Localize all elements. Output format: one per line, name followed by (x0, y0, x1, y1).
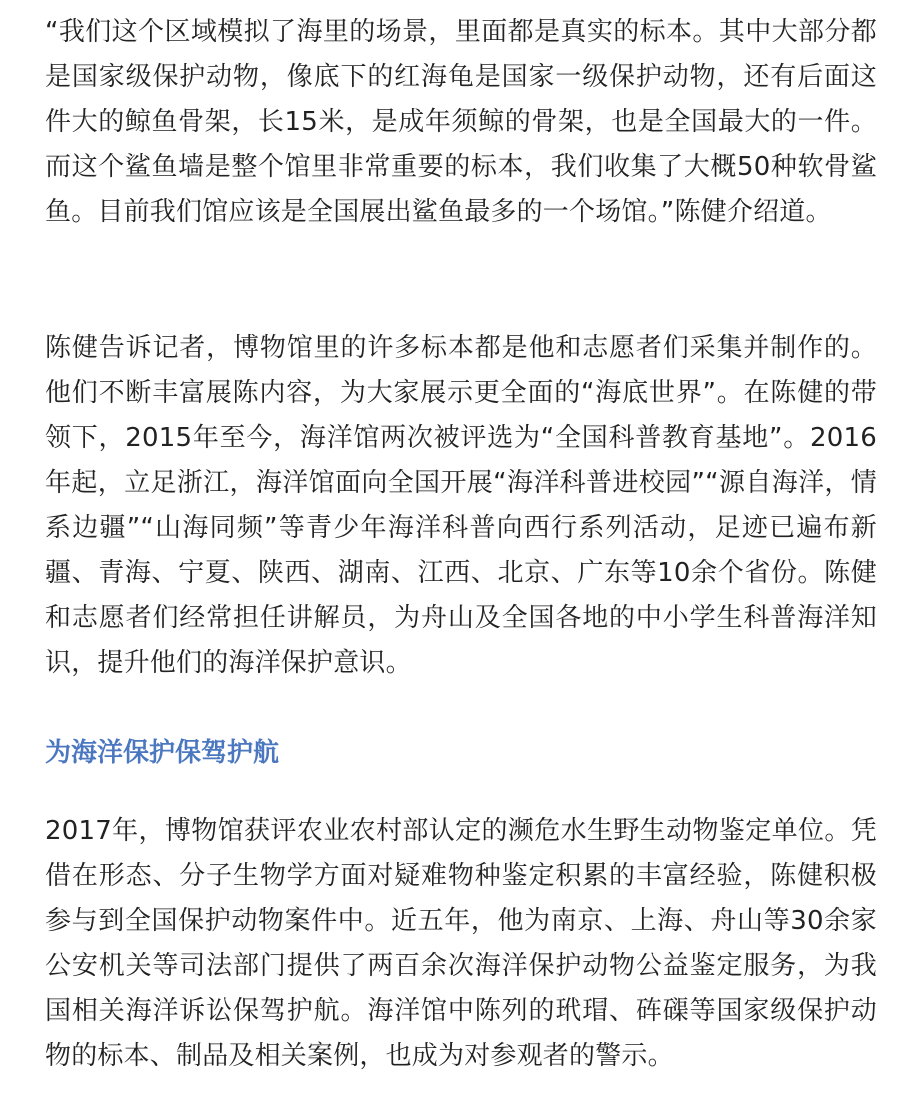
section-heading: 为海洋保护保驾护航 (45, 738, 280, 768)
paragraph-shark-wall-quote: “我们这个区域模拟了海里的场景，里面都是真实的标本。其中大部分都是国家级保护动物，像底下的红海龟是国家一级保护动物，还有后面这件大的鲸鱼骨架，长15米，是成年须鲸的骨架，也是全国最大的一件。而这个鲨鱼墙是整个馆里非常重要的标本，我们收集了大概50种软骨鲨鱼。目前我们馆应该是全国展出鲨鱼最多的一个场馆。”陈健介绍道。 (45, 17, 877, 227)
paragraph-museum-education: 陈健告诉记者，博物馆里的许多标本都是他和志愿者们采集并制作的。他们不断丰富展陈内容，为大家展示更全面的“海底世界”。在陈健的带领下，2015年至今，海洋馆两次被评选为“全国科普教育基地”。2016年起，立足浙江，海洋馆面向全国开展“海洋科普进校园”“源自海洋，情系边疆”“山海同频”等青少年海洋科普向西行系列活动，足迹已遍布新疆、青海、宁夏、陕西、湖南、江西、北京、广东等10余个省份。陈健和志愿者们经常担任讲解员，为舟山及全国各地的中小学生科普海洋知识，提升他们的海洋保护意识。 (45, 333, 877, 678)
paragraph-species-identification: 2017年，博物馆获评农业农村部认定的濒危水生野生动物鉴定单位。凭借在形态、分子生物学方面对疑难物种鉴定积累的丰富经验，陈健积极参与到全国保护动物案件中。近五年，他为南京、上海、舟山等30余家公安机关等司法部门提供了两百余次海洋保护动物公益鉴定服务，为我国相关海洋诉讼保驾护航。海洋馆中陈列的玳瑁、砗磲等国家级保护动物的标本、制品及相关案例，也成为对参观者的警示。 (45, 816, 877, 1071)
